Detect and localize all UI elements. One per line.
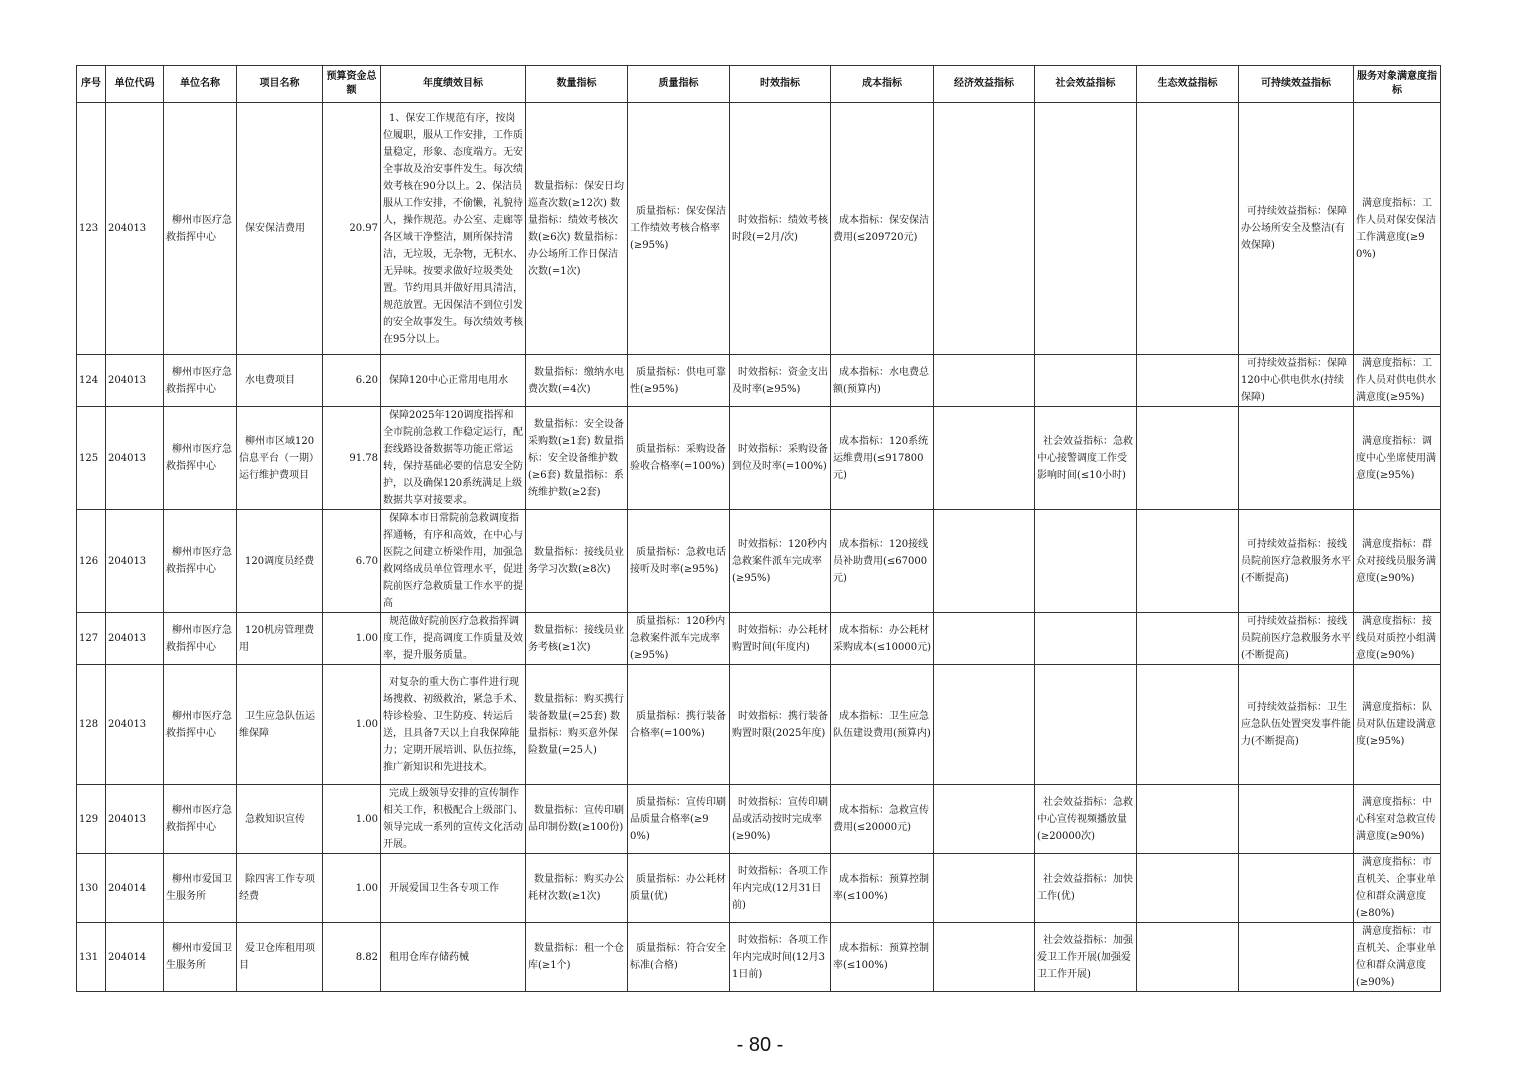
cell-text: 柳州市医疗急救指挥中心: [166, 547, 232, 575]
cell-text: 质量指标：宣传印刷品质量合格率(≥90%): [630, 796, 726, 842]
annual-goal-cell: [381, 613, 526, 665]
cell-text: 91.78: [349, 452, 378, 464]
cell-text: 满意度指标：接线员对质控小组满意度(≥90%): [1356, 616, 1436, 661]
header-cell: 时效指标: [730, 66, 831, 103]
quantity-indicator-cell: [526, 407, 628, 510]
cell-text: 1、保安工作规范有序，按岗位履职，服从工作安排，工作质量稳定，形象、态度端方。无安全事故及治安事件发生。每次绩效考核在90分以上。2、保洁员服从工作安排，不偷懒，礼貌待人，操作规范。办公室、走廊等各区域干净整洁，厕所保持清洁，无垃圾，无杂物，无积水、无异味。按要求做好垃圾类处置。节约用具并做好用具清洁，规范放置。无因保洁不到位引发的安全故事发生。每次绩效考核在95分以上。: [383, 112, 523, 345]
quantity-indicator-cell: [526, 665, 628, 785]
header-cell: 质量指标: [628, 66, 730, 103]
ecological-benefit-cell: [1137, 785, 1239, 854]
cell-text: 数量指标：接线员业务学习次数(≥8次): [528, 547, 624, 575]
row-number-cell: [77, 665, 106, 785]
cell-text: 204013: [108, 452, 147, 464]
cell-text: 保障120中心正常用电用水: [389, 375, 509, 386]
timeliness-indicator-cell: [730, 103, 831, 355]
header-cell: 生态效益指标: [1137, 66, 1239, 103]
quality-indicator-cell: [628, 854, 730, 923]
cell-text: 成本指标：预算控制率(≤100%): [833, 874, 929, 902]
economic-benefit-cell: [934, 923, 1035, 992]
cell-text: 成本指标：办公耗材采购成本(≤10000元): [833, 624, 931, 653]
ecological-benefit-cell: [1137, 407, 1239, 510]
unit-code-cell: [106, 510, 164, 613]
annual-goal-cell: [381, 923, 526, 992]
unit-name-cell: [164, 665, 237, 785]
social-benefit-cell: [1035, 854, 1137, 923]
row-number-cell: [77, 355, 106, 407]
sustainability-cell: [1239, 785, 1354, 854]
cost-indicator-cell: [831, 510, 934, 613]
cell-text: 保障2025年120调度指挥和全市院前急救工作稳定运行，配套线路设备数据等功能正常运转，保持基础必要的信息安全防护，以及确保120系统满足上级数据共享对接要求。: [383, 410, 523, 506]
cell-text: 1.00: [355, 813, 378, 825]
quantity-indicator-cell: [526, 510, 628, 613]
row-number-cell: [77, 854, 106, 923]
unit-code-cell: [106, 407, 164, 510]
cell-text: 204013: [108, 813, 147, 825]
cell-text: 数量指标：购买携行装备数量(=25套) 数量指标：购买意外保险数量(=25人): [528, 693, 624, 756]
project-name-cell: [237, 407, 323, 510]
sustainability-cell: [1239, 854, 1354, 923]
sustainability-cell: [1239, 665, 1354, 785]
unit-code-cell: [106, 854, 164, 923]
table-row: [77, 510, 1441, 613]
cell-text: 时效指标：办公耗材购置时间(年度内): [732, 624, 828, 653]
annual-goal-cell: [381, 665, 526, 785]
cell-text: 社会效益指标：加快工作(优): [1037, 874, 1133, 902]
cell-text: 租用仓库存储药械: [389, 951, 469, 963]
cell-text: 柳州市医疗急救指挥中心: [166, 366, 232, 395]
cell-text: 120调度员经费: [245, 555, 315, 567]
header-cell: 可持续效益指标: [1239, 66, 1354, 103]
satisfaction-cell: [1354, 407, 1441, 510]
cell-text: 可持续效益指标：接线员院前医疗急救服务水平(不断提高): [1241, 538, 1351, 584]
row-number-cell: [77, 613, 106, 665]
timeliness-indicator-cell: [730, 854, 831, 923]
economic-benefit-cell: [934, 785, 1035, 854]
cell-text: 成本指标：急救宣传费用(≤20000元): [833, 805, 929, 833]
quality-indicator-cell: [628, 665, 730, 785]
cell-text: 质量指标：供电可靠性(≥95%): [630, 366, 726, 395]
unit-code-cell: [106, 613, 164, 665]
quantity-indicator-cell: [526, 854, 628, 923]
quality-indicator-cell: [628, 613, 730, 665]
economic-benefit-cell: [934, 613, 1035, 665]
header-cell: 预算资金总额: [323, 66, 381, 103]
cell-text: 满意度指标：市直机关、企事业单位和群众满意度(≥80%): [1356, 857, 1436, 919]
page-number: - 80 -: [736, 1034, 784, 1056]
row-number-cell: [77, 923, 106, 992]
unit-code-cell: [106, 103, 164, 355]
ecological-benefit-cell: [1137, 510, 1239, 613]
quality-indicator-cell: [628, 923, 730, 992]
ecological-benefit-cell: [1137, 355, 1239, 407]
cell-text: 204013: [108, 633, 147, 644]
cell-text: 卫生应急队伍运维保障: [239, 710, 315, 739]
quantity-indicator-cell: [526, 103, 628, 355]
quality-indicator-cell: [628, 355, 730, 407]
header-cell: 项目名称: [237, 66, 323, 103]
cell-text: 时效指标：宣传印刷品或活动按时完成率(≥90%): [732, 796, 828, 842]
cell-text: 成本指标：120系统运维费用(≤917800元): [833, 435, 929, 481]
header-cell: 年度绩效目标: [381, 66, 526, 103]
cell-text: 质量指标：携行装备合格率(=100%): [630, 710, 726, 739]
row-number-cell: [77, 785, 106, 854]
cell-text: 时效指标：120秒内急救案件派车完成率(≥95%): [732, 538, 828, 584]
economic-benefit-cell: [934, 854, 1035, 923]
cell-text: 时效指标：各项工作年内完成时间(12月31日前): [732, 934, 828, 980]
unit-name-cell: [164, 510, 237, 613]
budget-amount-cell: [323, 613, 381, 665]
cell-text: 成本指标：120接线员补助费用(≤67000元): [833, 538, 929, 584]
cell-text: 柳州市医疗急救指挥中心: [166, 710, 232, 739]
cell-text: 成本指标：卫生应急队伍建设费用(预算内): [833, 710, 931, 739]
cell-text: 成本指标：预算控制率(≤100%): [833, 943, 929, 971]
header-cell: 单位名称: [164, 66, 237, 103]
cell-text: 125: [79, 452, 99, 464]
quality-indicator-cell: [628, 103, 730, 355]
cell-text: 柳州市医疗急救指挥中心: [166, 805, 232, 833]
sustainability-cell: [1239, 510, 1354, 613]
project-name-cell: [237, 613, 323, 665]
cell-text: 1.00: [355, 719, 378, 730]
cell-text: 保安保洁费用: [245, 223, 305, 234]
cell-text: 129: [79, 813, 99, 825]
timeliness-indicator-cell: [730, 355, 831, 407]
quantity-indicator-cell: [526, 355, 628, 407]
budget-amount-cell: [323, 407, 381, 510]
budget-amount-cell: [323, 103, 381, 355]
economic-benefit-cell: [934, 407, 1035, 510]
budget-amount-cell: [323, 510, 381, 613]
cell-text: 社会效益指标：急救中心接警调度工作受影响时间(≤10小时): [1037, 435, 1133, 481]
unit-name-cell: [164, 923, 237, 992]
cell-text: 柳州市爱国卫生服务所: [166, 943, 232, 971]
ecological-benefit-cell: [1137, 613, 1239, 665]
unit-code-cell: [106, 785, 164, 854]
timeliness-indicator-cell: [730, 407, 831, 510]
annual-goal-cell: [381, 785, 526, 854]
cell-text: 对复杂的重大伤亡事件进行现场搜救、初级救治，紧急手术、特诊检验、卫生防疫、转运后送，且具备7天以上自我保障能力；定期开展培训、队伍拉练，推广新知识和先进技术。: [383, 676, 523, 773]
sustainability-cell: [1239, 103, 1354, 355]
cost-indicator-cell: [831, 103, 934, 355]
satisfaction-cell: [1354, 613, 1441, 665]
row-number-cell: [77, 510, 106, 613]
cell-text: 完成上级领导安排的宣传制作相关工作，积极配合上级部门、领导完成一系列的宣传文化活动开展。: [383, 788, 523, 850]
cell-text: 数量指标：租一个仓库(≥1个): [528, 943, 624, 971]
satisfaction-cell: [1354, 510, 1441, 613]
cell-text: 120机房管理费用: [239, 624, 315, 653]
sustainability-cell: [1239, 613, 1354, 665]
cell-text: 规范做好院前医疗急救指挥调度工作，提高调度工作质量及效率，提升服务质量。: [383, 616, 523, 661]
header-cell: 单位代码: [106, 66, 164, 103]
satisfaction-cell: [1354, 355, 1441, 407]
economic-benefit-cell: [934, 665, 1035, 785]
sustainability-cell: [1239, 407, 1354, 510]
cell-text: 时效指标：资金支出及时率(≥95%): [732, 366, 828, 395]
cell-text: 急救知识宣传: [245, 813, 305, 825]
satisfaction-cell: [1354, 665, 1441, 785]
sustainability-cell: [1239, 923, 1354, 992]
annual-goal-cell: [381, 510, 526, 613]
cell-text: 数量指标：接线员业务考核(≥1次): [528, 624, 624, 653]
table-row: [77, 407, 1441, 510]
economic-benefit-cell: [934, 510, 1035, 613]
table-body: [77, 103, 1441, 992]
cell-text: 爱卫仓库租用项目: [239, 943, 315, 971]
annual-goal-cell: [381, 103, 526, 355]
satisfaction-cell: [1354, 854, 1441, 923]
table-row: [77, 665, 1441, 785]
timeliness-indicator-cell: [730, 665, 831, 785]
table-row: [77, 923, 1441, 992]
cell-text: 127: [79, 633, 99, 644]
table-row: [77, 854, 1441, 923]
cell-text: 开展爱国卫生各专项工作: [389, 882, 499, 894]
cell-text: 131: [79, 951, 99, 963]
social-benefit-cell: [1035, 665, 1137, 785]
quality-indicator-cell: [628, 785, 730, 854]
cell-text: 时效指标：各项工作年内完成(12月31日前): [732, 865, 828, 911]
cell-text: 204013: [108, 555, 147, 567]
cell-text: 保障本市日常院前急救调度指挥通畅，有序和高效，在中心与医院之间建立桥梁作用，加强急救网络成员单位管理水平，促进院前医疗急救质量工作水平的提高: [383, 513, 523, 609]
unit-name-cell: [164, 407, 237, 510]
header-cell: 序号: [77, 66, 106, 103]
cell-text: 质量指标：符合安全标准(合格): [630, 943, 726, 971]
cell-text: 社会效益指标：加强爱卫工作开展(加强爱卫工作开展): [1037, 934, 1133, 980]
unit-code-cell: [106, 923, 164, 992]
cell-text: 128: [79, 719, 99, 730]
quantity-indicator-cell: [526, 923, 628, 992]
budget-amount-cell: [323, 923, 381, 992]
cell-text: 可持续效益指标：卫生应急队伍处置突发事件能力(不断提高): [1241, 702, 1351, 747]
header-cell: 社会效益指标: [1035, 66, 1137, 103]
cell-text: 满意度指标：队员对队伍建设满意度(≥95%): [1356, 702, 1436, 747]
table-row: [77, 103, 1441, 355]
cell-text: 1.00: [355, 882, 378, 894]
cell-text: 成本指标：保安保洁费用(≤209720元): [833, 214, 929, 243]
row-number-cell: [77, 103, 106, 355]
cell-text: 204013: [108, 223, 147, 234]
header-cell: 服务对象满意度指标: [1354, 66, 1441, 103]
unit-name-cell: [164, 103, 237, 355]
table-row: [77, 785, 1441, 854]
cell-text: 质量指标：保安保洁工作绩效考核合格率(≥95%): [630, 206, 726, 251]
cell-text: 柳州市区域120信息平台（一期）运行维护费项目: [239, 435, 319, 481]
satisfaction-cell: [1354, 923, 1441, 992]
cell-text: 柳州市医疗急救指挥中心: [166, 444, 232, 472]
quantity-indicator-cell: [526, 613, 628, 665]
cell-text: 204014: [108, 951, 147, 963]
cell-text: 社会效益指标：急救中心宣传视频播放量(≥20000次): [1037, 796, 1133, 842]
cell-text: 满意度指标：工作人员对保安保洁工作满意度(≥90%): [1356, 197, 1436, 260]
cell-text: 数量指标：保安日均巡查次数(≥12次) 数量指标：绩效考核次数(≥6次) 数量指标：办公场所工作日保洁次数(=1次): [528, 180, 624, 277]
quantity-indicator-cell: [526, 785, 628, 854]
annual-goal-cell: [381, 854, 526, 923]
social-benefit-cell: [1035, 355, 1137, 407]
satisfaction-cell: [1354, 785, 1441, 854]
cell-text: 柳州市医疗急救指挥中心: [166, 214, 232, 243]
economic-benefit-cell: [934, 103, 1035, 355]
table-header-row: [77, 66, 1441, 103]
unit-name-cell: [164, 355, 237, 407]
cell-text: 质量指标：采购设备验收合格率(=100%): [630, 444, 726, 472]
unit-code-cell: [106, 355, 164, 407]
performance-table: [76, 65, 1441, 992]
cell-text: 可持续效益指标：接线员院前医疗急救服务水平(不断提高): [1241, 616, 1351, 661]
cell-text: 数量指标：宣传印刷品印制份数(≥100份): [528, 805, 624, 833]
social-benefit-cell: [1035, 407, 1137, 510]
timeliness-indicator-cell: [730, 510, 831, 613]
cell-text: 204013: [108, 719, 147, 730]
cell-text: 成本指标：水电费总额(预算内): [833, 366, 929, 395]
annual-goal-cell: [381, 355, 526, 407]
sustainability-cell: [1239, 355, 1354, 407]
cell-text: 满意度指标：市直机关、企事业单位和群众满意度(≥90%): [1356, 926, 1436, 988]
cell-text: 时效指标：绩效考核时段(=2月/次): [732, 214, 828, 243]
header-cell: 数量指标: [526, 66, 628, 103]
cell-text: 数量指标：缴纳水电费次数(=4次): [528, 366, 624, 395]
unit-name-cell: [164, 785, 237, 854]
cell-text: 除四害工作专项经费: [239, 874, 315, 902]
cell-text: 满意度指标：调度中心坐席使用满意度(≥95%): [1356, 435, 1436, 481]
timeliness-indicator-cell: [730, 923, 831, 992]
cell-text: 满意度指标：工作人员对供电供水满意度(≥95%): [1356, 358, 1436, 403]
cell-text: 质量指标：办公耗材质量(优): [630, 874, 726, 902]
header-cell: 经济效益指标: [934, 66, 1035, 103]
cost-indicator-cell: [831, 407, 934, 510]
cell-text: 时效指标：携行装备购置时限(2025年度): [732, 710, 828, 739]
table-row: [77, 355, 1441, 407]
budget-amount-cell: [323, 665, 381, 785]
cell-text: 6.20: [355, 375, 378, 386]
cost-indicator-cell: [831, 854, 934, 923]
cost-indicator-cell: [831, 923, 934, 992]
cell-text: 204014: [108, 882, 147, 894]
unit-name-cell: [164, 854, 237, 923]
quality-indicator-cell: [628, 407, 730, 510]
project-name-cell: [237, 854, 323, 923]
cell-text: 130: [79, 882, 99, 894]
project-name-cell: [237, 785, 323, 854]
cell-text: 可持续效益指标：保障办公场所安全及整洁(有效保障): [1241, 206, 1347, 251]
cell-text: 1.00: [355, 633, 378, 644]
project-name-cell: [237, 510, 323, 613]
social-benefit-cell: [1035, 785, 1137, 854]
project-name-cell: [237, 923, 323, 992]
cost-indicator-cell: [831, 785, 934, 854]
cell-text: 满意度指标：群众对接线员服务满意度(≥90%): [1356, 538, 1436, 584]
cell-text: 可持续效益指标：保障120中心供电供水(持续保障): [1241, 358, 1347, 403]
header-cell: 成本指标: [831, 66, 934, 103]
ecological-benefit-cell: [1137, 665, 1239, 785]
project-name-cell: [237, 665, 323, 785]
unit-code-cell: [106, 665, 164, 785]
ecological-benefit-cell: [1137, 923, 1239, 992]
cell-text: 满意度指标：中心科室对急救宣传满意度(≥90%): [1356, 796, 1436, 842]
cell-text: 6.70: [355, 555, 378, 567]
cell-text: 质量指标：急救电话接听及时率(≥95%): [630, 547, 726, 575]
cost-indicator-cell: [831, 665, 934, 785]
quality-indicator-cell: [628, 510, 730, 613]
cost-indicator-cell: [831, 355, 934, 407]
cell-text: 8.82: [355, 951, 378, 963]
table-row: [77, 613, 1441, 665]
annual-goal-cell: [381, 407, 526, 510]
cell-text: 水电费项目: [245, 375, 295, 386]
cell-text: 数量指标：购买办公耗材次数(≥1次): [528, 874, 624, 902]
cell-text: 20.97: [349, 223, 378, 234]
cell-text: 126: [79, 555, 99, 567]
cost-indicator-cell: [831, 613, 934, 665]
cell-text: 124: [79, 375, 99, 386]
cell-text: 质量指标：120秒内急救案件派车完成率(≥95%): [630, 616, 726, 661]
timeliness-indicator-cell: [730, 785, 831, 854]
ecological-benefit-cell: [1137, 103, 1239, 355]
social-benefit-cell: [1035, 923, 1137, 992]
project-name-cell: [237, 355, 323, 407]
social-benefit-cell: [1035, 103, 1137, 355]
cell-text: 柳州市医疗急救指挥中心: [166, 624, 232, 653]
budget-amount-cell: [323, 785, 381, 854]
cell-text: 时效指标：采购设备到位及时率(=100%): [732, 444, 828, 472]
cell-text: 柳州市爱国卫生服务所: [166, 874, 232, 902]
timeliness-indicator-cell: [730, 613, 831, 665]
ecological-benefit-cell: [1137, 854, 1239, 923]
unit-name-cell: [164, 613, 237, 665]
satisfaction-cell: [1354, 103, 1441, 355]
cell-text: 123: [79, 223, 99, 234]
project-name-cell: [237, 103, 323, 355]
cell-text: 204013: [108, 375, 147, 386]
economic-benefit-cell: [934, 355, 1035, 407]
budget-amount-cell: [323, 854, 381, 923]
social-benefit-cell: [1035, 613, 1137, 665]
cell-text: 数量指标：安全设备采购数(≥1套) 数量指标：安全设备维护数(≥6套) 数量指标：系统维护数(≥2套): [528, 418, 624, 498]
budget-amount-cell: [323, 355, 381, 407]
row-number-cell: [77, 407, 106, 510]
social-benefit-cell: [1035, 510, 1137, 613]
